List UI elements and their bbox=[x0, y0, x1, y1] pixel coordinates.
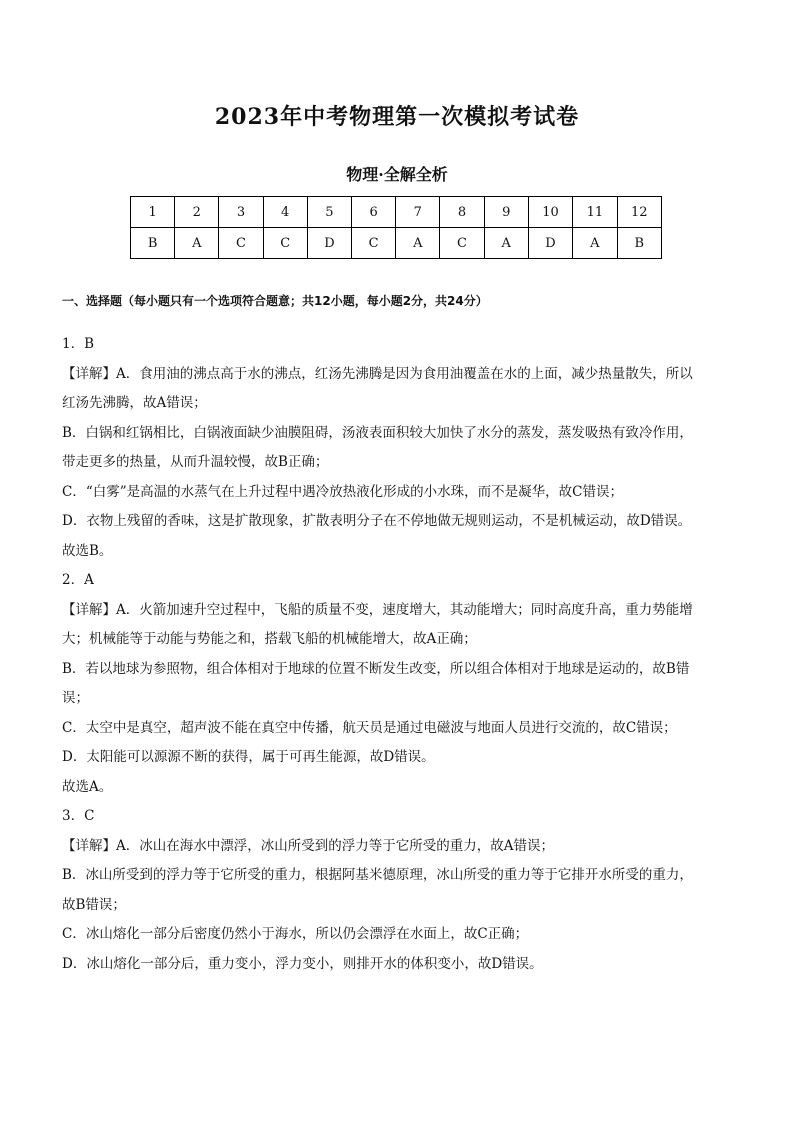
answer-cell: A bbox=[396, 228, 440, 259]
explanation-line: 大；机械能等于动能与势能之和，搭载飞船的机械能增大，故A正确； bbox=[62, 631, 477, 647]
question-number-cell: 1 bbox=[131, 197, 175, 228]
answer-conclusion: 故选B。 bbox=[62, 542, 113, 559]
answer-table-number-row bbox=[131, 197, 662, 228]
answer-conclusion: 故选A。 bbox=[62, 778, 113, 795]
question-number-cell: 2 bbox=[175, 197, 219, 228]
explanation-line: B．白锅和红锅相比，白锅液面缺少油膜阻碍，汤液表面积较大加快了水分的蒸发，蒸发吸热有致冷作用， bbox=[62, 424, 693, 441]
page-title: 2023年中考物理第一次模拟考试卷 bbox=[214, 104, 580, 130]
question-number-cell: 4 bbox=[263, 197, 307, 228]
answer-cell: C bbox=[440, 228, 484, 259]
question-number-cell: 3 bbox=[219, 197, 263, 228]
answer-cell: B bbox=[131, 228, 175, 259]
explanation-line: 带走更多的热量，从而升温较慢，故B正确； bbox=[62, 454, 329, 470]
question-number-cell: 11 bbox=[573, 197, 617, 228]
explanation-line: 【详解】A．冰山在海水中漂浮，冰山所受到的浮力等于它所受的重力，故A错误； bbox=[62, 837, 554, 854]
explanation-line: C．太空中是真空，超声波不能在真空中传播，航天员是通过电磁波与地面人员进行交流的，故C错误； bbox=[62, 719, 677, 736]
explanation-line: 【详解】A．食用油的沸点高于水的沸点，红汤先沸腾是因为食用油覆盖在水的上面，减少热量散失，所以 bbox=[62, 365, 693, 382]
question-number: 1．B bbox=[62, 336, 95, 352]
answer-cell: D bbox=[528, 228, 572, 259]
explanation-line: D．太阳能可以源源不断的获得，属于可再生能源，故D错误。 bbox=[62, 749, 435, 765]
answer-table-answer-row bbox=[131, 228, 662, 259]
explanation-line: B．若以地球为参照物，组合体相对于地球的位置不断发生改变，所以组合体相对于地球是运动的，故B错 bbox=[62, 660, 690, 677]
explanation-line: D．冰山熔化一部分后，重力变小，浮力变小，则排开水的体积变小，故D错误。 bbox=[62, 955, 543, 972]
explanation-line: C．“白雾”是高温的水蒸气在上升过程中遇冷放热液化形成的小水珠，而不是凝华，故C错误； bbox=[62, 483, 623, 500]
page-subtitle: 物理·全解全析 bbox=[346, 165, 448, 184]
answer-cell: C bbox=[352, 228, 396, 259]
explanation-line: 误； bbox=[62, 690, 89, 706]
explanation-line: B．冰山所受到的浮力等于它所受的重力，根据阿基米德原理，冰山所受的重力等于它排开水所受的重力， bbox=[62, 867, 693, 883]
answer-cell: A bbox=[175, 228, 219, 259]
solution-body bbox=[62, 330, 730, 979]
answer-cell: C bbox=[263, 228, 307, 259]
question-number-cell: 9 bbox=[484, 197, 528, 228]
answer-cell: A bbox=[484, 228, 528, 259]
answer-table bbox=[130, 196, 662, 259]
question-number-cell: 5 bbox=[307, 197, 351, 228]
question-number-cell: 8 bbox=[440, 197, 484, 228]
explanation-line: D．衣物上残留的香味，这是扩散现象，扩散表明分子在不停地做无规则运动，不是机械运动，故D错误。 bbox=[62, 513, 692, 529]
answer-cell: B bbox=[617, 228, 661, 259]
question-number: 2．A bbox=[62, 572, 94, 588]
explanation-line: 红汤先沸腾，故A错误； bbox=[62, 395, 207, 411]
explanation-line: 故B错误； bbox=[62, 896, 126, 913]
explanation-line: C．冰山熔化一部分后密度仍然小于海水，所以仍会漂浮在水面上，故C正确； bbox=[62, 926, 529, 942]
question-number-cell: 6 bbox=[352, 197, 396, 228]
explanation-line: 【详解】A．火箭加速升空过程中，飞船的质量不变，速度增大，其动能增大；同时高度升高，重力势能增 bbox=[62, 601, 693, 618]
question-number-cell: 7 bbox=[396, 197, 440, 228]
question-number: 3．C bbox=[62, 808, 95, 824]
answer-cell: A bbox=[573, 228, 617, 259]
question-number-cell: 12 bbox=[617, 197, 661, 228]
answer-cell: D bbox=[307, 228, 351, 259]
section-heading: 一、选择题（每小题只有一个选项符合题意；共12小题，每小题2分，共24分） bbox=[62, 294, 488, 308]
question-number-cell: 10 bbox=[528, 197, 572, 228]
answer-cell: C bbox=[219, 228, 263, 259]
